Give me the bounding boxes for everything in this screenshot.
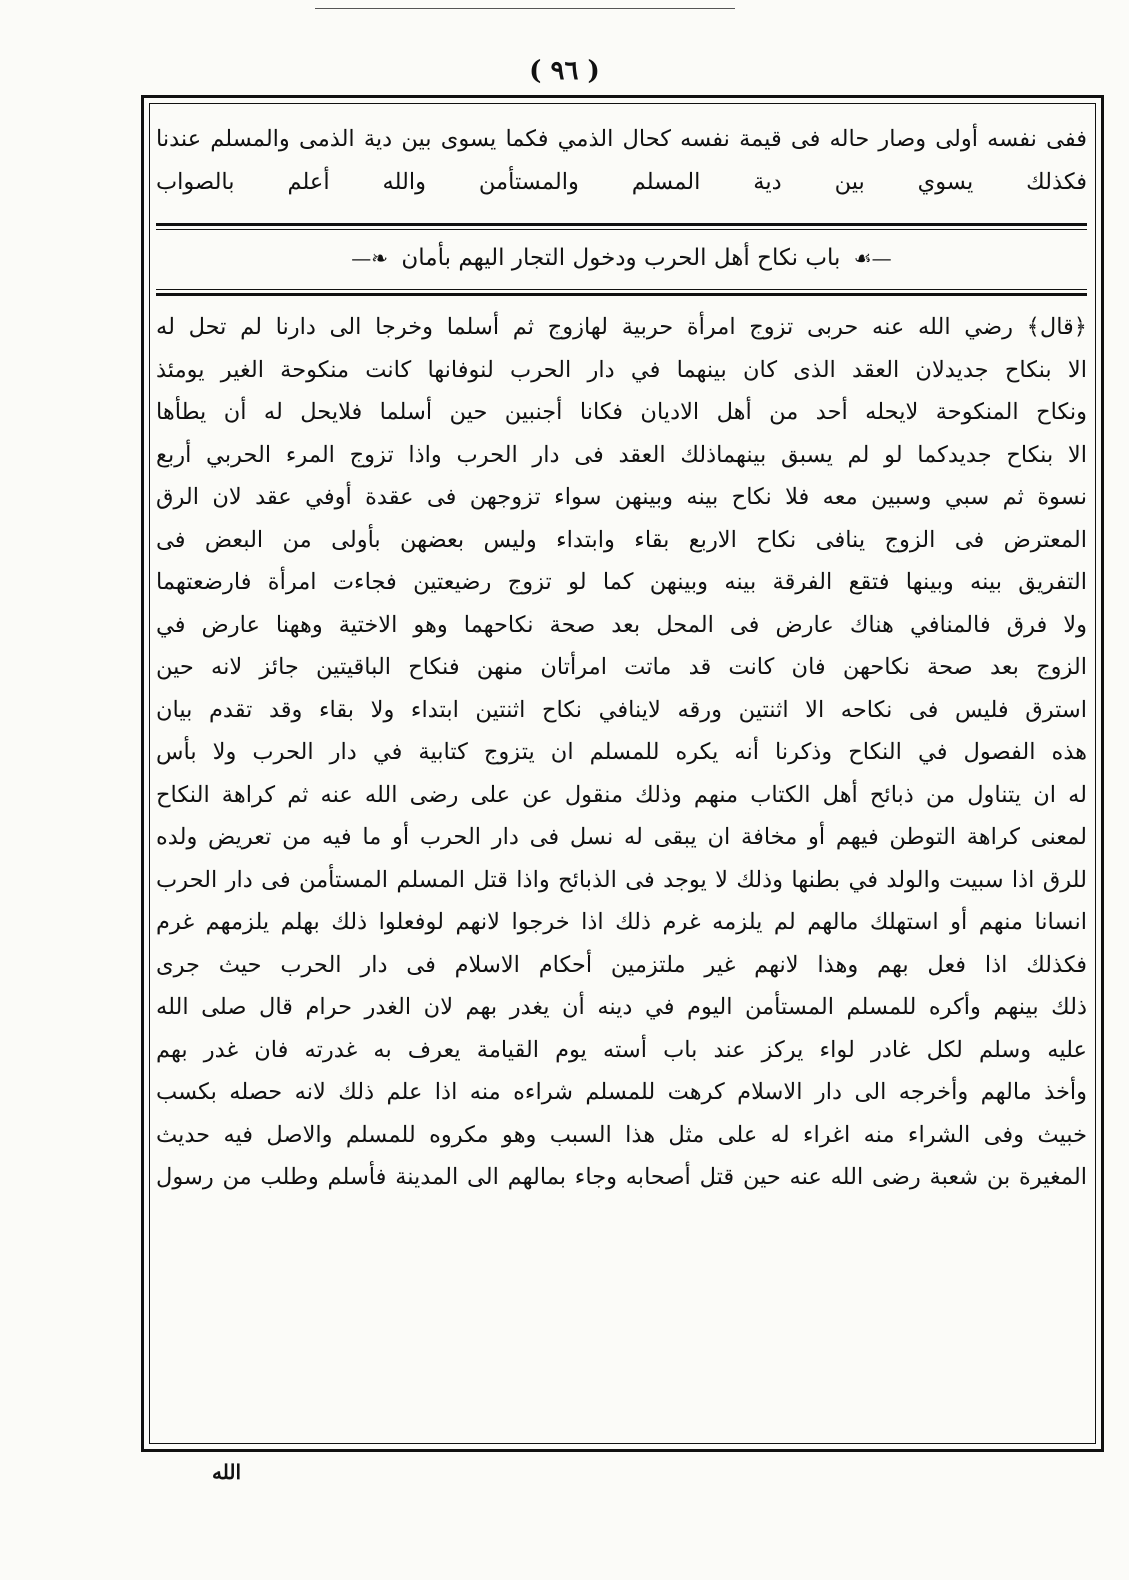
chapter-title: باب نكاح أهل الحرب ودخول التجار اليهم بأمان bbox=[401, 245, 841, 271]
top-rule bbox=[315, 8, 735, 9]
chapter-heading-block bbox=[156, 223, 1087, 296]
ornament-right-icon: —☙ bbox=[853, 246, 892, 270]
text-line: نسوة ثم سبي وسبين معه فلا نكاح بينه وبينهن سواء تزوجهن فى عقدة أوفي عقد لان الرق bbox=[156, 484, 1087, 510]
text-line: ونكاح المنكوحة لايحله أحد من أهل الاديان فكانا أجنبين حين أسلما فلايحل له أن يطأها bbox=[156, 399, 1087, 425]
text-line: خبيث وفى الشراء منه اغراء له على مثل هذا السبب وهو مكروه للمسلم والاصل فيه حديث bbox=[156, 1121, 1087, 1148]
page-content bbox=[156, 98, 1087, 1449]
page-number: ( ٩٦ ) bbox=[529, 56, 600, 86]
text-line: عليه وسلم لكل غادر لواء يركز عند باب أسته يوم القيامة يعرف به غدرته فان غدر بهم bbox=[156, 1036, 1087, 1063]
text-line: انسانا منهم أو استهلك مالهم لم يلزمه غرم ذلك اذا خرجوا لانهم لوفعلوا ذلك بهلم يلزمهم غرم bbox=[156, 909, 1087, 935]
text-line: المعترض فى الزوج ينافى نكاح الاربع بقاء وابتداء وليس بعضهن بأولى من البعض فى bbox=[156, 526, 1087, 553]
text-line: هذه الفصول في النكاح وذكرنا أنه يكره للمسلم ان يتزوج كتابية في دار الحرب ولا بأس bbox=[156, 739, 1087, 765]
text-line: فكذلك اذا فعل بهم وهذا لانهم غير ملتزمين أحكام الاسلام فى دار الحرب حيث جرى bbox=[156, 951, 1087, 978]
text-line: المغيرة بن شعبة رضى الله عنه حين قتل أصحابه وجاء بمالهم الى المدينة فأسلم وطلب من رسول bbox=[156, 1164, 1087, 1190]
chapter-title-line bbox=[156, 230, 1087, 286]
catchword: الله bbox=[212, 1460, 241, 1484]
heading-rule-bottom-thin bbox=[156, 289, 1087, 290]
text-line: الا بنكاح جديدكما لو لم يسبق بينهماذلك العقد فى دار الحرب واذا تزوج المرء الحربي أربع bbox=[156, 441, 1087, 468]
text-line: وأخذ مالهم وأخرجه الى دار الاسلام كرهت للمسلم شراءه منه اذا علم ذلك لانه حصله بكسب bbox=[156, 1079, 1087, 1105]
page-frame bbox=[141, 95, 1104, 1452]
text-line: للرق اذا سبيت والولد في بطنها وذلك لا يوجد فى الذبائح واذا قتل المسلم المستأمن فى دار الحرب bbox=[156, 866, 1087, 893]
text-line: الزوج بعد صحة نكاحهن فان كانت قد ماتت امرأتان منهن فنكاح الباقيتين جائز لانه حين bbox=[156, 654, 1087, 680]
body-text bbox=[156, 306, 1087, 1199]
ornament-left-icon: ❧— bbox=[351, 246, 389, 270]
text-line: لمعنى كراهة التوطن فيهم أو مخافة ان يبقى له نسل فى دار الحرب أو ما فيه من تعريض ولده bbox=[156, 824, 1087, 850]
text-line: ففى نفسه أولى وصار حاله فى قيمة نفسه كحال الذمي فكما يسوى بين دية الذمى والمسلم عندنا bbox=[156, 126, 1087, 152]
heading-rule-bottom bbox=[156, 293, 1087, 296]
text-line: له ان يتناول من ذبائح أهل الكتاب منهم وذلك منقول عن على رضى الله عنه ثم كراهة النكاح bbox=[156, 781, 1087, 808]
text-line: ذلك بينهم وأكره للمسلم المستأمن اليوم في دينه أن يغدر بهم لان الغدر حرام قال صلى الله bbox=[156, 994, 1087, 1020]
text-line: ﴿قال﴾ رضي الله عنه حربى تزوج امرأة حربية لهازوج ثم أسلما وخرجا الى دارنا لم تحل له bbox=[156, 314, 1087, 340]
text-line: فكذلك يسوي بين دية المسلم والمستأمن والله أعلم بالصواب bbox=[156, 168, 1087, 195]
text-line: الا بنكاح جديدلان العقد الذى كان بينهما في دار الحرب لنوفانها كانت منكوحة الغير يومئذ bbox=[156, 356, 1087, 383]
text-line: التفريق بينه وبينها فتقع الفرقة بينه وبينهن كما لو تزوج رضيعتين فجاءت امرأة فارضعتهما bbox=[156, 569, 1087, 595]
text-line: استرق فليس فى نكاحه الا اثنتين ورقه لاينافي نكاح اثنتين ابتداء ولا بقاء وقد تقدم بيان bbox=[156, 696, 1087, 723]
intro-paragraph bbox=[156, 98, 1087, 203]
text-line: ولا فرق فالمنافي هناك عارض فى المحل بعد صحة نكاحهما وهو الاختية وههنا عارض في bbox=[156, 611, 1087, 638]
heading-rule-top bbox=[156, 223, 1087, 226]
